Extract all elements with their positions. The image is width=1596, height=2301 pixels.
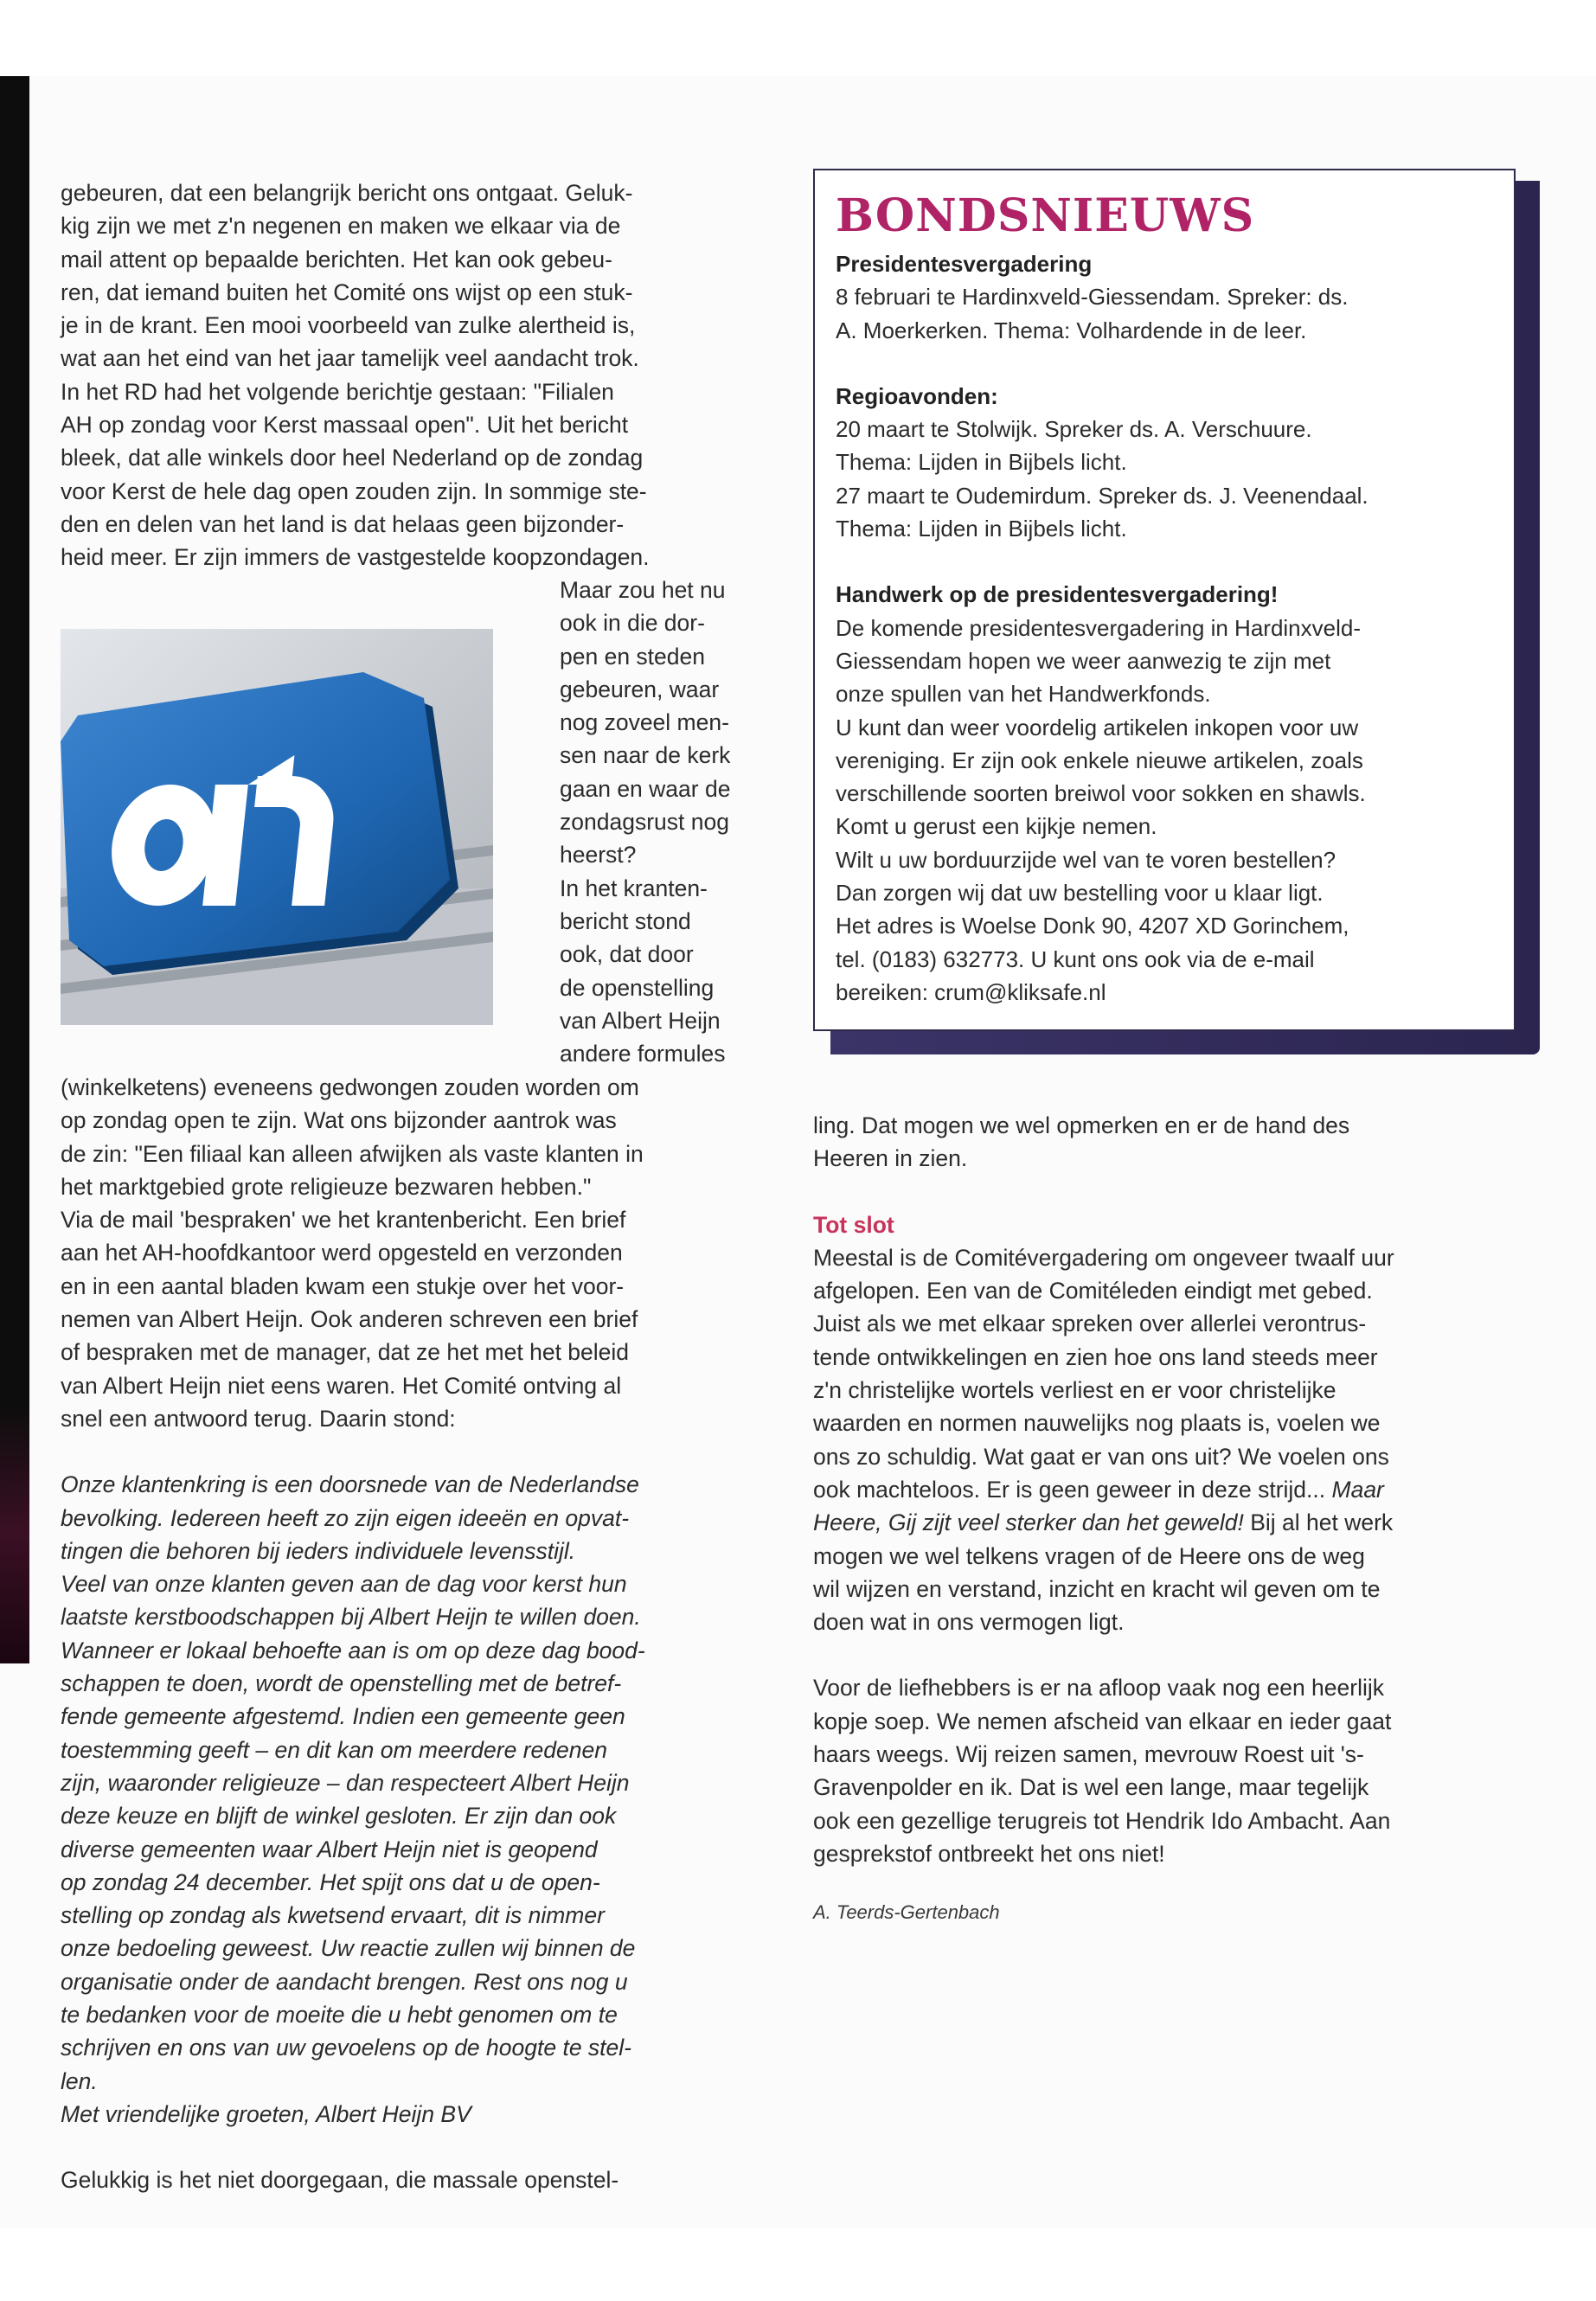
text-line: kig zijn we met z'n negenen en maken we elkaar via de [61,213,621,240]
text-line: Onze klantenkring is een doorsnede van de Nederlandse [61,1471,639,1498]
text-line: gaan en waar de [560,775,731,802]
text-line: heerst? [560,842,637,868]
closing-paragraph [813,1671,1394,1870]
tot-slot-line [813,1473,1394,1506]
text-line: ook, dat door [560,941,694,968]
continued-paragraph [813,1109,1394,1176]
text-line: De komende presidentesvergadering in Hardinxveld- [836,614,1362,641]
text-line: Komt u gerust een kijkje nemen. [836,813,1157,840]
line-italic: Maar [1331,1476,1384,1503]
text-line: onze bedoeling geweest. Uw reactie zullen wij binnen de [61,1935,636,1962]
beside-photo-lines [560,574,730,1070]
text-line: ling. Dat mogen we wel opmerken en er de hand des [813,1112,1350,1138]
text-line: schappen te doen, wordt de openstelling met de betref- [61,1670,622,1697]
left-column [61,176,650,574]
left-last-line: Gelukkig is het niet doorgegaan, die massale openstel- [61,2167,619,2194]
beside-photo-text [560,574,730,1070]
top-margin [0,0,1596,76]
text-line: toestemming geeft – en dit kan om meerdere redenen [61,1736,607,1763]
text-line: zijn, waaronder religieuze – dan respecteert Albert Heijn [61,1769,630,1796]
bottom-margin [0,2227,1596,2301]
text-line: sen naar de kerk [560,742,731,769]
text-line: zondagsrust nog [560,809,729,836]
text-line: vereniging. Er zijn ook enkele nieuwe artikelen, zoals [836,747,1363,773]
text-line: schrijven en ons van uw gevoelens op de hoogte te stel- [61,2035,631,2061]
left-column-continued [61,1071,645,2197]
bondsnieuws-box [813,169,1514,1029]
text-line: z'n christelijke wortels verliest en er voor christelijke [813,1377,1336,1404]
text-line: doen wat in ons vermogen ligt. [813,1609,1125,1636]
scan-edge-bar [0,76,29,1404]
text-line: pen en steden [560,643,705,670]
text-line: Maar zou het nu [560,577,726,603]
tot-slot-line [813,1506,1394,1539]
text-line: verschillende soorten breiwol voor sokken en shawls. [836,780,1366,807]
text-line: andere formules [560,1041,726,1067]
line-text: ook machteloos. Er is geen geweer in deze strijd... [813,1476,1332,1503]
text-line: op zondag open te zijn. Wat ons bijzonder aantrok was [61,1107,617,1134]
presidentesvergadering-text [836,280,1368,347]
text-line: en in een aantal bladen kwam een stukje over het voor- [61,1272,625,1299]
section-heading-handwerk: Handwerk op de presidentesvergadering! [836,581,1279,608]
line-italic: Heere, Gij zijt veel sterker dan het geweld! [813,1509,1244,1536]
text-line: voor Kerst de hele dag open zouden zijn. In sommige ste- [61,478,647,504]
text-line: heid meer. Er zijn immers de vastgestelde koopzondagen. [61,544,650,571]
text-line: tingen die behoren bij ieders individuele levensstijl. [61,1537,576,1564]
text-line: In het kranten- [560,875,708,901]
text-line: aan het AH-hoofdkantoor werd opgesteld en verzonden [61,1240,623,1266]
text-line: U kunt dan weer voordelig artikelen inkopen voor uw [836,714,1359,740]
text-line: 20 maart te Stolwijk. Spreker ds. A. Verschuure. [836,416,1312,443]
text-line: tende ontwikkelingen en zien hoe ons land steeds meer [813,1343,1378,1370]
text-line: bevolking. Iedereen heeft zo zijn eigen ideeën en opvat- [61,1504,630,1531]
text-line: ook in die dor- [560,610,705,637]
text-line: het marktgebied grote religieuze bezwaren hebben." [61,1173,592,1200]
text-line: onze spullen van het Handwerkfonds. [836,681,1211,708]
text-line: Wanneer er lokaal behoefte aan is om op deze dag bood- [61,1637,645,1663]
text-line: Via de mail 'bespraken' we het krantenbericht. Een brief [61,1207,626,1234]
text-line: of bespraken met de manager, dat ze het met het beleid [61,1339,630,1366]
text-line: je in de krant. Een mooi voorbeeld van zulke alertheid is, [61,312,636,339]
text-line: van Albert Heijn niet eens waren. Het Comité ontving al [61,1372,622,1399]
text-line: Heeren in zien. [813,1145,968,1172]
text-line: Wilt u uw borduurzijde wel van te voren bestellen? [836,846,1336,873]
text-line: (winkelketens) eveneens gedwongen zouden worden om [61,1074,639,1100]
text-line: organisatie onder de aandacht brengen. Rest ons nog u [61,1968,628,1995]
text-line: den en delen van het land is dat helaas geen bijzonder- [61,510,625,537]
author-signature: A. Teerds-Gertenbach [813,1901,1000,1924]
text-line: Meestal is de Comitévergadering om ongeveer twaalf uur [813,1244,1394,1271]
right-column [813,1109,1394,1930]
text-line: 27 maart te Oudemirdum. Spreker ds. J. Veenendaal. [836,482,1368,509]
text-line: haars weegs. Wij reizen samen, mevrouw Roest uit 's- [813,1741,1364,1768]
text-line: Gravenpolder en ik. Dat is wel een lange, maar tegelijk [813,1774,1369,1801]
text-line: Veel van onze klanten geven aan de dag voor kerst hun [61,1571,627,1598]
albert-heijn-quote [61,1468,645,2131]
text-line: Het adres is Woelse Donk 90, 4207 XD Gorinchem, [836,913,1349,939]
text-line: 8 februari te Hardinxveld-Giessendam. Spreker: ds. [836,284,1349,311]
text-line: len. [61,2067,98,2094]
albert-heijn-photo [61,629,493,1025]
text-line: de zin: "Een filiaal kan alleen afwijken als vaste klanten in [61,1140,644,1167]
section-heading-regioavonden: Regioavonden: [836,382,998,409]
text-line: afgelopen. Een van de Comitéleden eindigt met gebed. [813,1278,1373,1304]
text-line: Juist als we met elkaar spreken over allerlei verontrus- [813,1311,1367,1337]
text-line: van Albert Heijn [560,1007,721,1034]
intro-paragraph [61,176,650,574]
text-line: Voor de liefhebbers is er na afloop vaak nog een heerlijk [813,1675,1384,1702]
text-line: Met vriendelijke groeten, Albert Heijn BV [61,2100,471,2127]
text-line: fende gemeente afgestemd. Indien een gemeente geen [61,1703,625,1730]
text-line: ons zo schuldig. Wat gaat er van ons uit? We voelen ons [813,1443,1389,1470]
text-line: snel een antwoord terug. Daarin stond: [61,1405,456,1432]
text-line: Dan zorgen wij dat uw bestelling voor u klaar ligt. [836,880,1324,907]
text-line: bericht stond [560,907,691,934]
text-line: Giessendam hopen we weer aanwezig te zijn met [836,647,1331,674]
text-line: gebeuren, waar [560,676,720,702]
text-line: In het RD had het volgende berichtje gestaan: "Filialen [61,378,614,405]
text-line: stelling op zondag als kwetsend ervaart, dit is nimmer [61,1902,605,1929]
text-line: kopje soep. We nemen afscheid van elkaar en ieder gaat [813,1708,1392,1734]
text-line: gesprekstof ontbreekt het ons niet! [813,1840,1165,1867]
text-line: nemen van Albert Heijn. Ook anderen schreven een brief [61,1306,638,1333]
letter-paragraph [61,1071,645,1435]
text-line: mogen we wel telkens vragen of de Heere ons de weg [813,1542,1365,1569]
text-line: te bedanken voor de moeite die u hebt genomen om te [61,2002,618,2029]
text-line: A. Moerkerken. Thema: Volhardende in de leer. [836,317,1307,343]
text-line: mail attent op bepaalde berichten. Het kan ook gebeu- [61,246,612,272]
tot-slot-paragraph-end [813,1540,1394,1639]
text-line: op zondag 24 december. Het spijt ons dat u de open- [61,1868,600,1895]
text-line: ook een gezellige terugreis tot Hendrik Ido Ambacht. Aan [813,1807,1391,1834]
regioavonden-text [836,413,1368,545]
text-line: deze keuze en blijft de winkel gesloten. Er zijn dan ook [61,1803,617,1830]
text-line: tel. (0183) 632773. U kunt ons ook via de e-mail [836,945,1315,972]
text-line: wat aan het eind van het jaar tamelijk veel aandacht trok. [61,345,639,372]
tot-slot-heading: Tot slot [813,1211,894,1238]
line-text: Bij al het werk [1243,1509,1394,1536]
text-line: laatste kerstboodschappen bij Albert Heijn te willen doen. [61,1604,641,1631]
text-line: diverse gemeenten waar Albert Heijn niet is geopend [61,1836,598,1862]
text-line: Thema: Lijden in Bijbels licht. [836,516,1127,542]
handwerk-text [836,612,1368,1009]
bondsnieuws-title: BONDSNIEUWS [836,189,1255,242]
scan-edge-bar-lower [0,1404,29,1663]
text-line: bleek, dat alle winkels door heel Nederland op de zondag [61,445,644,471]
text-line: waarden en normen nauwelijks nog plaats is, voelen we [813,1410,1381,1437]
tot-slot-paragraph [813,1241,1394,1473]
box-content [836,190,1368,1009]
text-line: nog zoveel men- [560,709,729,736]
text-line: wil wijzen en verstand, inzicht en kracht wil geven om te [813,1575,1381,1602]
text-line: gebeuren, dat een belangrijk bericht ons ontgaat. Geluk- [61,180,633,206]
text-line: ren, dat iemand buiten het Comité ons wijst op een stuk- [61,279,633,305]
text-line: de openstelling [560,974,715,1001]
text-line: bereiken: crum@kliksafe.nl [836,978,1106,1005]
section-heading-presidentesvergadering: Presidentesvergadering [836,251,1093,277]
text-line: AH op zondag voor Kerst massaal open". Uit het bericht [61,412,629,439]
text-line: Thema: Lijden in Bijbels licht. [836,449,1127,476]
